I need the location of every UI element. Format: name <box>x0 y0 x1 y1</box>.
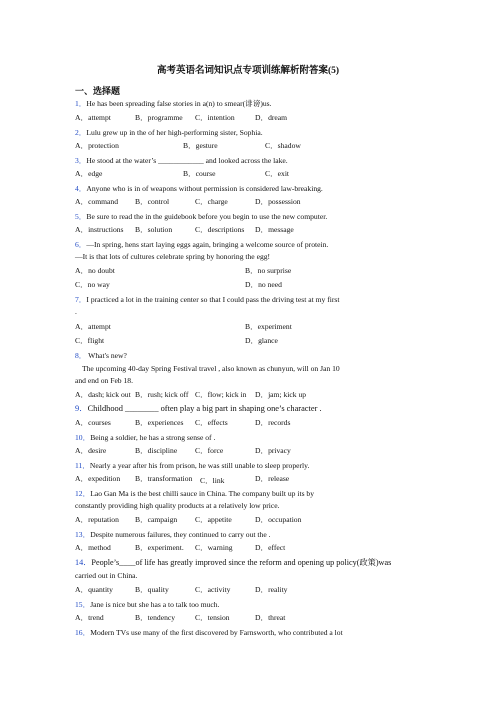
option-c[interactable]: C．exit <box>265 169 290 178</box>
options-2 <box>75 141 435 151</box>
option-b[interactable]: B．discipline <box>135 446 178 455</box>
options-9 <box>75 418 435 428</box>
question-5: 5．Be sure to read the in the guidebook before you begin to use the new computer. <box>75 212 328 221</box>
option-b[interactable]: B．campaign <box>135 515 178 524</box>
options-5 <box>75 225 435 235</box>
options-7-row-2 <box>75 336 435 346</box>
option-d[interactable]: D．dream <box>255 113 288 122</box>
options-4 <box>75 197 435 207</box>
option-a[interactable]: A．expedition <box>75 474 121 483</box>
option-a[interactable]: A．quantity <box>75 585 113 594</box>
option-c[interactable]: C．flow; kick in <box>195 390 247 399</box>
option-a[interactable]: A．courses <box>75 418 111 427</box>
options-6-row-2 <box>75 280 435 290</box>
option-b[interactable]: B．transformation <box>135 474 193 483</box>
option-d[interactable]: D．reality <box>255 585 288 594</box>
option-a[interactable]: A．dash; kick out <box>75 390 131 399</box>
option-d[interactable]: D．no need <box>245 280 282 289</box>
option-a[interactable]: A．attempt <box>75 322 111 331</box>
option-d[interactable]: D．privacy <box>255 446 291 455</box>
option-d[interactable]: D．occupation <box>255 515 302 524</box>
option-b[interactable]: B．gesture <box>183 141 218 150</box>
option-a[interactable]: A．trend <box>75 613 104 622</box>
question-16: 16．Modern TVs use many of the first discovered by Farnsworth, who contributed a lot <box>75 628 343 637</box>
option-c[interactable]: C．no way <box>75 280 110 289</box>
option-a[interactable]: A．instructions <box>75 225 124 234</box>
option-b[interactable]: B．course <box>183 169 216 178</box>
option-a[interactable]: A．no doubt <box>75 266 115 275</box>
options-13 <box>75 543 435 553</box>
question-9: 9．Childhood ________ often play a big part in shaping one’s character . <box>75 404 322 413</box>
option-c[interactable]: C．activity <box>195 585 231 594</box>
option-a[interactable]: A．protection <box>75 141 119 150</box>
options-7-row-1 <box>75 322 435 332</box>
options-1 <box>75 113 435 123</box>
question-2: 2．Lulu grew up in the of her high-performing sister, Sophia. <box>75 128 263 137</box>
option-a[interactable]: A．reputation <box>75 515 119 524</box>
options-6-row-1 <box>75 266 435 276</box>
option-b[interactable]: B．experiment <box>245 322 292 331</box>
question-7: 7．I practiced a lot in the training center so that I could pass the driving test at my first <box>75 295 340 304</box>
question-13: 13．Despite numerous failures, they continued to carry out the . <box>75 530 271 539</box>
options-15 <box>75 613 435 623</box>
option-c[interactable]: C．descriptions <box>195 225 245 234</box>
option-a[interactable]: A．command <box>75 197 119 206</box>
question-11: 11．Nearly a year after his from prison, he was still unable to sleep properly. <box>75 461 310 470</box>
option-b[interactable]: B．rush; kick off <box>135 390 189 399</box>
option-a[interactable]: A．attempt <box>75 113 111 122</box>
question-15: 15．Jane is nice but she has a to talk too much. <box>75 600 220 609</box>
option-b[interactable]: B．solution <box>135 225 173 234</box>
question-4: 4．Anyone who is in of weapons without permission is considered law-breaking. <box>75 184 323 193</box>
question-8: 8． What's new? <box>75 351 127 360</box>
option-c[interactable]: C．intention <box>195 113 235 122</box>
question-10: 10．Being a soldier, he has a strong sense of . <box>75 433 216 442</box>
question-12: 12．Lao Gan Ma is the best chilli sauce in China. The company built up its by <box>75 489 315 498</box>
option-d[interactable]: D．records <box>255 418 291 427</box>
question-14: 14．People’s____of life has greatly improved since the reform and opening up policy(政策)was <box>75 558 392 567</box>
section-heading: 一、选择题 <box>75 86 121 96</box>
question-6-line-2: —It is that lots of cultures celebrate spring by honoring the egg! <box>75 252 271 261</box>
options-8 <box>75 390 435 400</box>
option-b[interactable]: B．programme <box>135 113 183 122</box>
option-b[interactable]: B．no surprise <box>245 266 292 275</box>
option-d[interactable]: D．release <box>255 474 290 483</box>
question-8-line-2: The upcoming 40-day Spring Festival travel , also known as chunyun, will on Jan 10 <box>82 364 340 373</box>
option-b[interactable]: B．experiment. <box>135 543 184 552</box>
option-c[interactable]: C．charge <box>195 197 228 206</box>
option-c[interactable]: C．tension <box>195 613 230 622</box>
option-d[interactable]: D．possession <box>255 197 301 206</box>
option-d[interactable]: D．glance <box>245 336 278 345</box>
option-b[interactable]: B．control <box>135 197 170 206</box>
option-d[interactable]: D．effect <box>255 543 286 552</box>
option-c[interactable]: C．appetite <box>195 515 232 524</box>
options-11 <box>75 474 435 484</box>
option-d[interactable]: D．jam; kick up <box>255 390 307 399</box>
options-3 <box>75 169 435 179</box>
options-12 <box>75 515 435 525</box>
option-c[interactable]: C．shadow <box>265 141 301 150</box>
page-title: 高考英语名词知识点专项训练解析附答案(5) <box>156 66 340 76</box>
question-7-line-2: . <box>75 307 77 316</box>
option-a[interactable]: A．edge <box>75 169 103 178</box>
option-b[interactable]: B．tendency <box>135 613 176 622</box>
option-d[interactable]: D．threat <box>255 613 286 622</box>
question-1: 1．He has been spreading false stories in a(n) to smear(诽谤)us. <box>75 99 272 108</box>
question-3: 3．He stood at the water’s ____________ and looked across the lake. <box>75 156 288 165</box>
options-10 <box>75 446 435 456</box>
option-c[interactable]: C．effects <box>195 418 228 427</box>
option-c[interactable]: C．warning <box>195 543 233 552</box>
question-6: 6．—In spring, hens start laying eggs again, bringing a welcome source of protein. <box>75 240 329 249</box>
question-14-line-2: carried out in China. <box>75 571 138 580</box>
option-c[interactable]: C．link <box>200 476 225 485</box>
option-c[interactable]: C．force <box>195 446 224 455</box>
option-b[interactable]: B．experiences <box>135 418 184 427</box>
option-c[interactable]: C．flight <box>75 336 105 345</box>
option-a[interactable]: A．method <box>75 543 111 552</box>
question-12-line-2: constantly providing high quality products at a relatively low price. <box>75 501 280 510</box>
option-d[interactable]: D．message <box>255 225 294 234</box>
options-14 <box>75 585 435 595</box>
question-8-line-3: and end on Feb 18. <box>75 376 133 385</box>
option-b[interactable]: B．quality <box>135 585 169 594</box>
option-a[interactable]: A．desire <box>75 446 107 455</box>
